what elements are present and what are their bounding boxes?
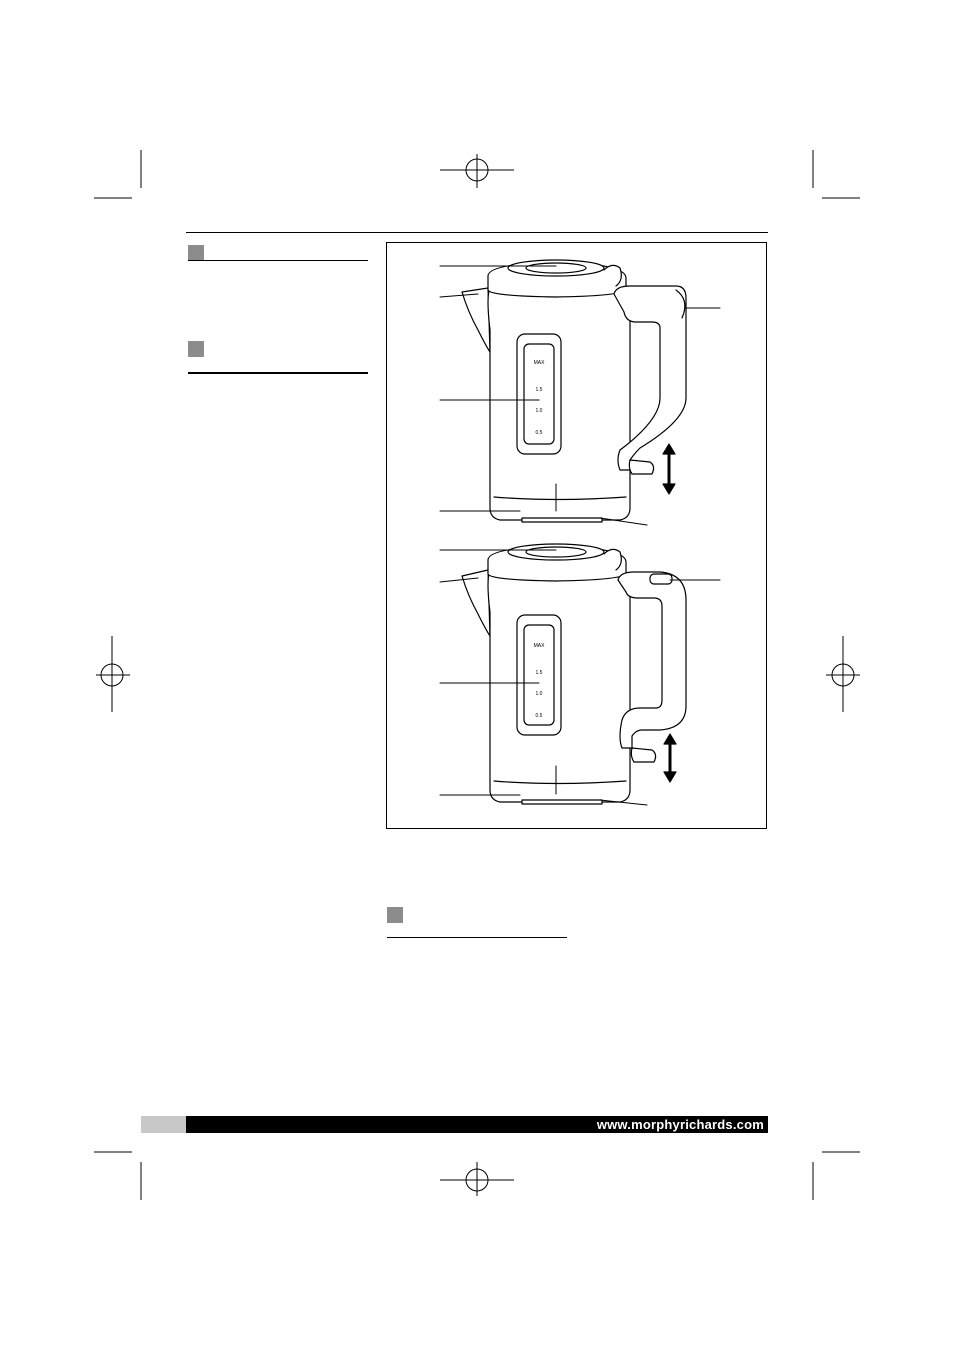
level-mark-label: 1.5 (535, 670, 543, 676)
section-marker (387, 907, 403, 923)
level-mark-label: 0.5 (535, 430, 543, 436)
website-url[interactable]: www.morphyrichards.com (596, 1117, 764, 1132)
page-number-tab (141, 1116, 186, 1133)
level-mark-label: MAX (533, 643, 545, 649)
double-arrow-icon (663, 444, 675, 494)
level-mark-label: 0.5 (535, 713, 543, 719)
section-underline (387, 937, 567, 938)
double-arrow-icon (664, 734, 676, 782)
level-mark-label: 1.5 (535, 387, 543, 393)
level-mark-label: 1.0 (535, 691, 543, 697)
level-mark-label: MAX (533, 360, 545, 366)
kettle-top (462, 260, 686, 522)
level-mark-label: 1.0 (535, 408, 543, 414)
kettle-bottom (462, 544, 686, 804)
